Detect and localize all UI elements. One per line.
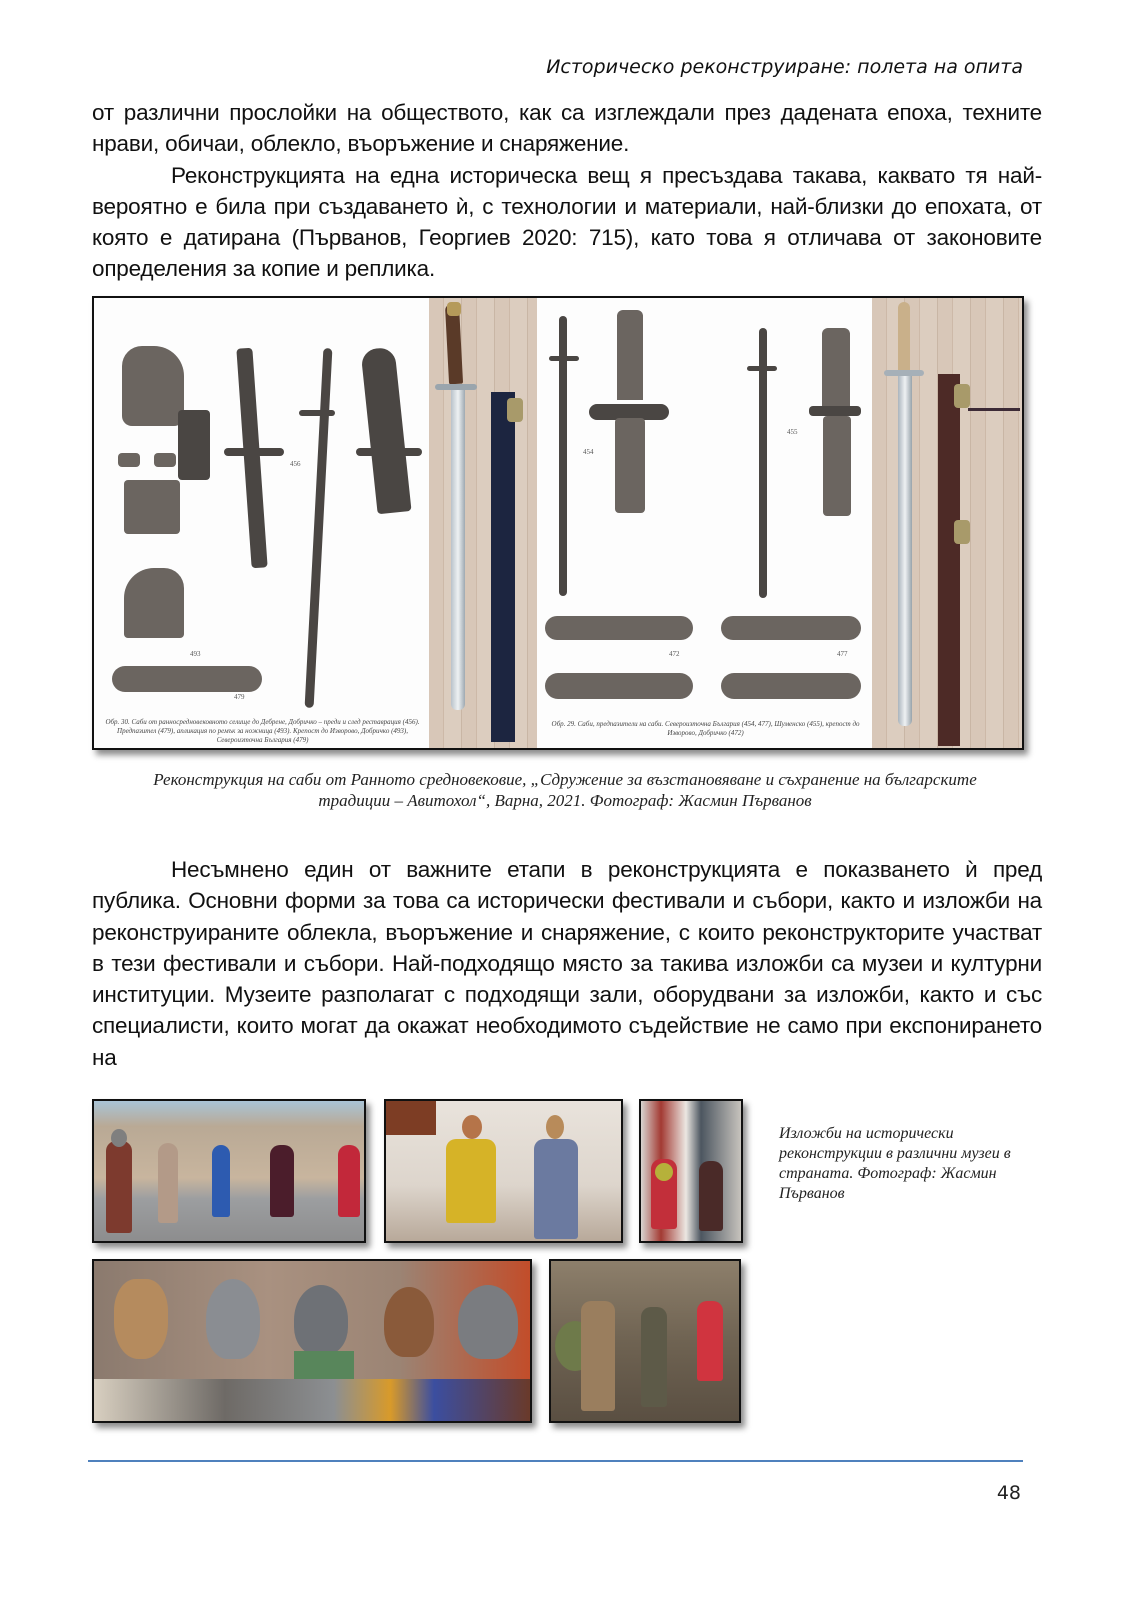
running-header: Историческо реконструиране: полета на опита — [546, 56, 1023, 78]
archaeological-plate-obr-30: 456 493 479 Обр. 30. Саби от ранносредновековното селище до Дебрене, Добричко – преди и след реставрация (456). Предпазител (479), апликация по ремък за ножница (493). Крепост до Изворово, Добричко (493), Североизточна България (479) — [94, 298, 429, 748]
reconstructed-sword-photo — [872, 298, 1022, 748]
body-text-bottom — [92, 854, 1042, 1073]
paragraph: Реконструкцията на една историческа вещ я пресъздава такава, каквато тя най-вероятно е била при създаването ѝ, с технологии и материали, най-близки до епохата, от която е датирана (Първанов, Георгиев 2020: 715), като това я отличава от законовите определения за копие и реплика. — [92, 162, 1042, 282]
photo-museum-hall — [92, 1099, 366, 1243]
archaeological-plate-obr-29: 454 455 472 477 Обр. 29. Саби, предпазители на саби. Североизточна България (454, 477), Шуменско (455), крепост до Изворово, Добричко (472) — [537, 298, 872, 748]
reconstructed-sabre-photo — [429, 298, 537, 748]
photo-stone-hall-armor — [549, 1259, 741, 1423]
photo-helmeted-heads — [92, 1259, 532, 1423]
figure-caption-swords: Реконструкция на саби от Ранното средновековие, „Сдружение за възстановяване и съхранение на българските традиции – Авитохол“, Варна, 2021. Фотограф: Жасмин Първанов — [153, 770, 977, 810]
page-number: 48 — [996, 1482, 1021, 1504]
photo-warrior-banner — [639, 1099, 743, 1243]
plate-caption: Обр. 30. Саби от ранносредновековното селище до Дебрене, Добричко – преди и след реставрация (456). Предпазител (479), апликация по ремък за ножница (493). Крепост до Изворово, Добричко (493), Североизточна България (479) — [105, 718, 420, 744]
plate-caption: Обр. 29. Саби, предпазители на саби. Североизточна България (454, 477), Шуменско (455), крепост до Изворово, Добричко (472) — [551, 720, 860, 737]
swords-figure — [92, 296, 1024, 750]
paragraph: от различни прослойки на обществото, как са изглеждали през дадената епоха, техните нрави, обичаи, облекло, въоръжение и снаряжение. — [92, 100, 1042, 157]
footer-rule — [88, 1460, 1023, 1462]
gallery-caption: Изложби на исторически реконструкции в различни музеи в страната. Фотограф: Жасмин Първанов — [779, 1125, 1011, 1202]
body-text-top — [92, 97, 1042, 285]
paragraph: Несъмнено един от важните етапи в реконструкцията е показването ѝ пред публика. Основни форми за това са исторически фестивали и събори, както и изложби на реконструираните облекла, въоръжение и снаряжение, с които реконструкторите участват в тези фестивали и събори. Най-подходящо място за такива изложби са музеи и културни институции. Музеите разполагат с подходящи зали, оборудвани за изложби, както и със специалисти, които могат да окажат необходимото съдействие не само при експонирането на — [92, 857, 1042, 1070]
photo-yellow-blue-costumes — [384, 1099, 623, 1243]
